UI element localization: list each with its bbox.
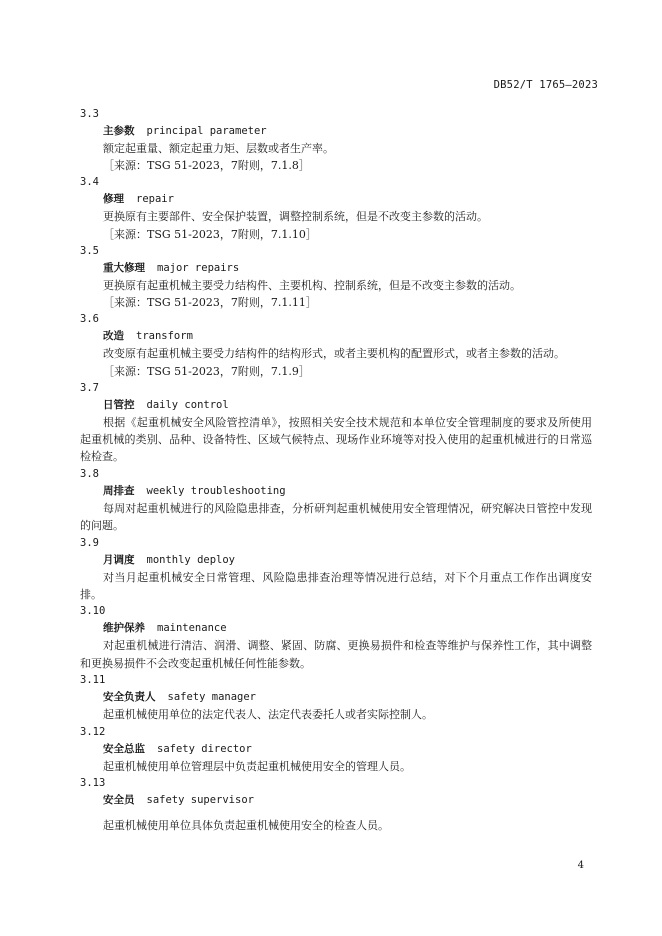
term-chinese: 安全负责人 [103,691,156,704]
term-entry [0,535,662,604]
term-entry [0,106,662,174]
term-chinese: 安全总监 [103,742,145,755]
clause-number: 3.3 [80,108,99,120]
terms-list [0,106,662,835]
term-definition: 对起重机械进行清洁、润滑、调整、紧固、防腐、更换易损件和检查等维护与保养性工作，其中调整和更换易损件不会改变起重机械任何性能参数。 [80,639,592,670]
term-chinese: 周排查 [103,484,135,497]
term-entry [0,775,662,834]
clause-number: 3.10 [80,605,106,618]
term-definition: 起重机械使用单位的法定代表人、法定代表委托人或者实际控制人。 [103,708,433,722]
term-entry [0,724,662,775]
term-chinese: 日管控 [103,398,135,411]
term-entry [0,380,662,466]
term-heading [103,792,662,809]
term-entry [0,311,662,379]
document-code: DB52/T 1765—2023 [493,79,598,91]
term-english: daily control [146,398,229,411]
term-definition: 更换原有主要部件、安全保护装置，调整控制系统，但是不改变主参数的活动。 [103,210,488,224]
page-number: 4 [577,860,584,871]
term-heading [103,620,662,637]
term-english: weekly troubleshooting [146,484,286,497]
term-definition: 每周对起重机械进行的风险隐患排查，分析研判起重机械使用安全管理情况，研究解决日管控中发现的问题。 [80,501,592,533]
term-chinese: 改造 [103,330,124,343]
term-english: safety director [157,742,252,755]
term-source: ［来源：TSG 51-2023，7附则，7.1.9］ [103,364,310,378]
clause-number: 3.13 [80,777,106,790]
clause-number: 3.5 [80,244,99,257]
term-english: maintenance [157,622,227,635]
term-definition: 起重机械使用单位具体负责起重机械使用安全的检查人员。 [103,819,389,833]
term-english: repair [136,193,174,206]
term-english: safety supervisor [146,794,254,807]
term-heading [103,552,662,569]
term-heading [103,397,662,414]
term-english: monthly deploy [146,553,236,566]
term-definition: 起重机械使用单位管理层中负责起重机械使用安全的管理人员。 [103,759,411,773]
term-definition: 对当月起重机械安全日常管理、风险隐患排查治理等情况进行总结，对下个月重点工作作出调度安排。 [80,570,592,602]
term-definition: 改变原有起重机械主要受力结构件的结构形式，或者主要机构的配置形式，或者主参数的活动。 [103,347,565,361]
clause-number: 3.8 [80,467,99,480]
term-english: transform [136,330,193,343]
term-chinese: 重大修理 [103,261,145,274]
term-chinese: 维护保养 [103,622,145,635]
term-definition: 根据《起重机械安全风险管控清单》，按照相关安全技术规范和本单位安全管理制度的要求及所使用起重机械的类别、品种、设备特性、区域气候特点、现场作业环境等对投入使用的起重机械进行的日常巡检检查。 [80,415,592,464]
term-english: safety manager [167,691,257,704]
clause-number: 3.12 [80,725,106,738]
term-heading [103,328,662,345]
term-entry [0,603,662,672]
clause-number: 3.11 [80,674,106,687]
term-heading [103,689,662,706]
term-source: ［来源：TSG 51-2023，7附则，7.1.10］ [103,227,317,241]
clause-number: 3.7 [80,381,99,394]
term-english: principal parameter [146,125,267,137]
term-entry [0,672,662,723]
term-chinese: 安全员 [103,794,135,807]
clause-number: 3.4 [80,176,99,189]
term-source: ［来源：TSG 51-2023，7附则，7.1.11］ [103,296,317,310]
term-entry [0,174,662,242]
term-entry [0,243,662,311]
term-heading [103,123,662,140]
clause-number: 3.6 [80,313,99,326]
term-source: ［来源：TSG 51-2023，7附则，7.1.8］ [103,159,310,173]
clause-number: 3.9 [80,536,99,549]
term-heading [103,191,662,208]
term-english: major repairs [157,261,240,274]
term-entry [0,466,662,535]
term-chinese: 月调度 [103,553,135,566]
term-chinese: 修理 [103,193,124,206]
term-heading [103,260,662,277]
term-definition: 更换原有起重机械主要受力结构件、主要机构、控制系统，但是不改变主参数的活动。 [103,278,521,292]
term-heading [103,741,662,758]
term-heading [103,483,662,500]
term-definition: 额定起重量、额定起重力矩、层数或者生产率。 [103,142,334,155]
term-chinese: 主参数 [103,125,135,137]
